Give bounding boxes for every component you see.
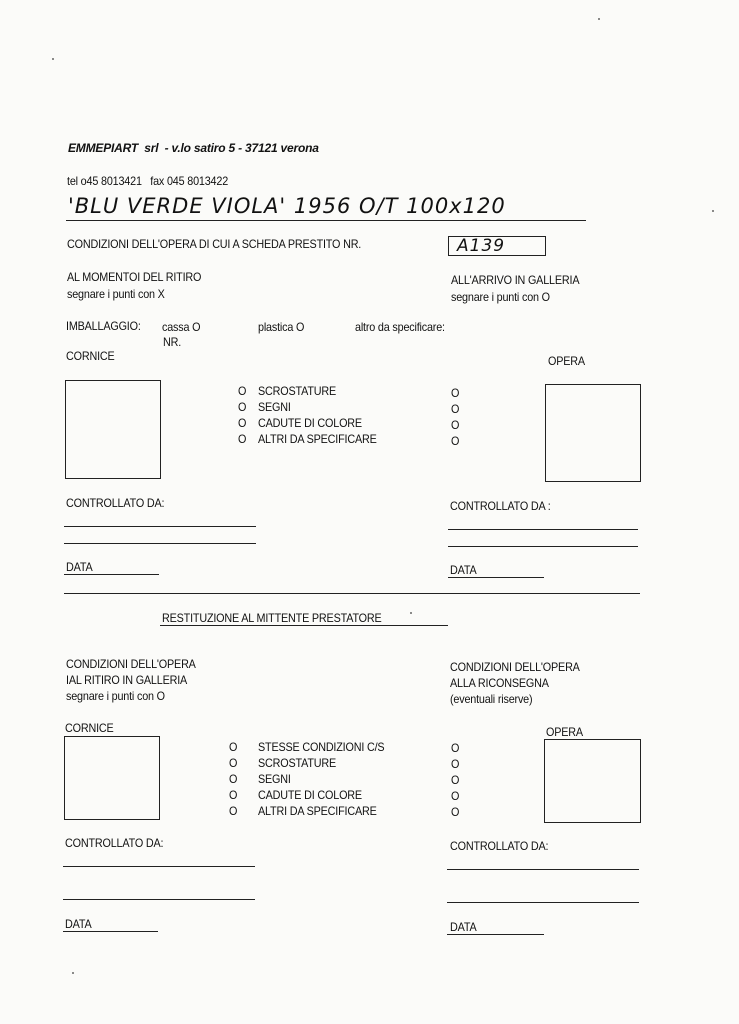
signature-line — [63, 866, 255, 867]
s2-controllato-left: CONTROLLATO DA: — [65, 836, 164, 850]
s2-left-heading-3: segnare i punti con O — [66, 689, 165, 703]
s2-left-heading-1: CONDIZIONI DELL'OPERA — [66, 657, 196, 671]
s2-left-marker: O — [229, 756, 238, 770]
scheda-number-box — [448, 236, 546, 256]
signature-line — [447, 902, 639, 903]
s1-option-cadute: CADUTE DI COLORE — [258, 416, 362, 430]
scan-speck — [410, 612, 412, 614]
data-underline — [63, 931, 158, 932]
s2-cornice-label: CORNICE — [65, 721, 114, 735]
s2-data-left: DATA — [65, 917, 92, 931]
s2-option-cadute: CADUTE DI COLORE — [258, 788, 362, 802]
scan-speck — [52, 58, 54, 60]
s2-right-heading-3: (eventuali riserve) — [450, 692, 533, 706]
scheda-number: A139 — [457, 236, 506, 256]
s2-option-altri: ALTRI DA SPECIFICARE — [258, 804, 377, 818]
title-underline — [66, 220, 586, 221]
signature-line — [63, 899, 255, 900]
s2-title: RESTITUZIONE AL MITTENTE PRESTATORE — [162, 611, 382, 625]
fax-number: fax 045 8013422 — [150, 174, 229, 188]
s2-option-stesse-condizioni: STESSE CONDIZIONI C/S — [258, 740, 385, 754]
s2-left-marker: O — [229, 788, 238, 802]
signature-line — [448, 546, 638, 547]
scan-speck — [712, 210, 714, 212]
s2-right-heading-1: CONDIZIONI DELL'OPERA — [450, 660, 580, 674]
data-underline — [448, 577, 544, 578]
s1-right-heading-1: ALL'ARRIVO IN GALLERIA — [451, 273, 580, 287]
s2-opera-box — [544, 739, 641, 823]
phone-number: tel o45 8013421 — [67, 174, 142, 188]
s2-title-underline — [160, 625, 448, 626]
s2-left-marker: O — [229, 772, 238, 786]
scheda-label: CONDIZIONI DELL'OPERA DI CUI A SCHEDA PRESTITO NR. — [67, 237, 362, 251]
s1-right-marker: O — [451, 434, 460, 448]
company-name-text: EMMEPIART — [68, 141, 138, 155]
s1-right-marker: O — [451, 418, 460, 432]
signature-line — [64, 543, 256, 544]
s2-cornice-box — [64, 736, 160, 820]
s1-right-marker: O — [451, 402, 460, 416]
s2-right-heading-2: ALLA RICONSEGNA — [450, 676, 549, 690]
data-underline — [64, 574, 159, 575]
s1-data-left: DATA — [66, 560, 93, 574]
s1-left-marker: O — [238, 416, 247, 430]
s2-controllato-right: CONTROLLATO DA: — [450, 839, 549, 853]
s2-left-marker: O — [229, 804, 238, 818]
scan-speck — [72, 972, 74, 974]
signature-line — [447, 869, 639, 870]
s1-data-right: DATA — [450, 563, 477, 577]
section-divider — [64, 593, 640, 594]
data-underline — [447, 934, 544, 935]
s1-left-marker: O — [238, 384, 247, 398]
company-suffix: srl — [144, 141, 159, 155]
s2-data-right: DATA — [450, 920, 477, 934]
s1-option-altri: ALTRI DA SPECIFICARE — [258, 432, 377, 446]
s2-option-scrostature: SCROSTATURE — [258, 756, 337, 770]
altro-label: altro da specificare: — [355, 320, 445, 334]
s2-right-marker: O — [451, 805, 460, 819]
s1-opera-box — [545, 384, 641, 482]
company-name — [68, 141, 319, 155]
scan-speck — [598, 18, 600, 20]
s2-option-segni: SEGNI — [258, 772, 291, 786]
nr-label: NR. — [163, 335, 182, 349]
handwritten-artwork-title: 'BLU VERDE VIOLA' 1956 O/T 100x120 — [68, 194, 506, 218]
s1-option-segni: SEGNI — [258, 400, 291, 414]
s1-left-marker: O — [238, 400, 247, 414]
s2-right-marker: O — [451, 773, 460, 787]
s1-controllato-right: CONTROLLATO DA : — [450, 499, 551, 513]
imballaggio-label: IMBALLAGGIO: — [66, 319, 141, 333]
plastica-option: plastica O — [258, 320, 305, 334]
s2-left-marker: O — [229, 740, 238, 754]
s2-left-heading-2: IAL RITIRO IN GALLERIA — [66, 673, 188, 687]
s1-cornice-box — [65, 380, 161, 479]
s1-left-heading-2: segnare i punti con X — [67, 287, 165, 301]
company-address: - v.lo satiro 5 - 37121 verona — [164, 141, 319, 155]
s1-cornice-label: CORNICE — [66, 349, 115, 363]
s1-right-marker: O — [451, 386, 460, 400]
signature-line — [448, 529, 638, 530]
s1-left-marker: O — [238, 432, 247, 446]
s2-right-marker: O — [451, 757, 460, 771]
s1-right-heading-2: segnare i punti con O — [451, 290, 550, 304]
s2-right-marker: O — [451, 789, 460, 803]
s1-controllato-left: CONTROLLATO DA: — [66, 496, 165, 510]
s1-opera-label: OPERA — [548, 354, 585, 368]
s2-opera-label: OPERA — [546, 725, 583, 739]
contact-line — [67, 174, 228, 188]
signature-line — [64, 526, 256, 527]
s1-left-heading-1: AL MOMENTOI DEL RITIRO — [67, 270, 202, 284]
cassa-option: cassa O — [162, 320, 201, 334]
s2-right-marker: O — [451, 741, 460, 755]
s1-option-scrostature: SCROSTATURE — [258, 384, 337, 398]
